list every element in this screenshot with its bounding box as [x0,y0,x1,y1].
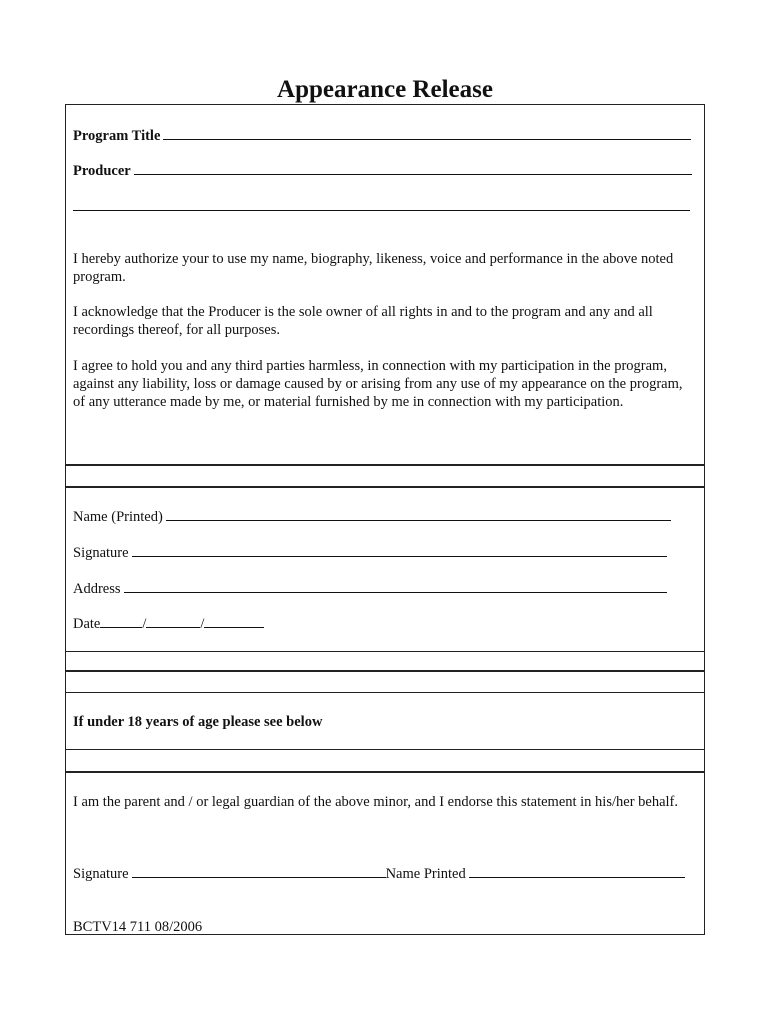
ownership-paragraph: I acknowledge that the Producer is the sole owner of all rights in and to the program and any and all recordings thereof, for all purposes. [73,304,653,338]
date-separator: / [142,616,147,632]
divider [66,464,704,466]
date-label: Date [73,616,101,632]
address-row [73,579,667,598]
name-printed-row [73,507,671,526]
guardian-signature-row [73,864,685,883]
date-row [73,614,264,633]
date-month-field[interactable] [100,614,142,628]
divider [66,771,704,773]
producer-row [73,161,692,180]
program-title-field[interactable] [163,126,691,140]
producer-field[interactable] [134,161,692,175]
release-form [65,104,705,935]
signature-field[interactable] [132,543,667,557]
signature-row [73,543,667,562]
guardian-name-printed-field[interactable] [469,864,685,878]
divider [66,692,704,693]
date-day-field[interactable] [146,614,200,628]
divider [66,749,704,750]
indemnity-paragraph: I agree to hold you and any third parties harmless, in connection with my participation in the program, against any liability, loss or damage caused by or arising from any use of my appearance on the program, of any utterance made by me, or material furnished by me in connection with my participation. [73,358,683,410]
address-label: Address [73,581,121,597]
divider [66,670,704,672]
authorization-paragraph: I hereby authorize your to use my name, biography, likeness, voice and performance in the above noted program. [73,251,674,285]
program-title-row [73,126,691,145]
name-printed-field[interactable] [166,507,671,521]
address-field[interactable] [124,579,667,593]
guardian-signature-label: Signature [73,866,129,882]
guardian-statement: I am the parent and / or legal guardian of the above minor, and I endorse this statement in his/her behalf. [73,794,678,810]
signature-label: Signature [73,545,129,561]
date-separator: / [200,616,205,632]
producer-extra-row [73,197,690,216]
page-title: Appearance Release [277,76,493,103]
form-code: BCTV14 711 08/2006 [73,919,203,935]
date-year-field[interactable] [204,614,264,628]
minor-heading: If under 18 years of age please see below [73,714,323,730]
program-title-label: Program Title [73,128,161,144]
guardian-signature-field[interactable] [132,864,386,878]
guardian-name-printed-label: Name Printed [385,866,466,882]
divider [66,651,704,652]
name-printed-label: Name (Printed) [73,509,163,525]
producer-extra-field[interactable] [73,197,690,211]
divider [66,486,704,488]
producer-label: Producer [73,163,131,179]
